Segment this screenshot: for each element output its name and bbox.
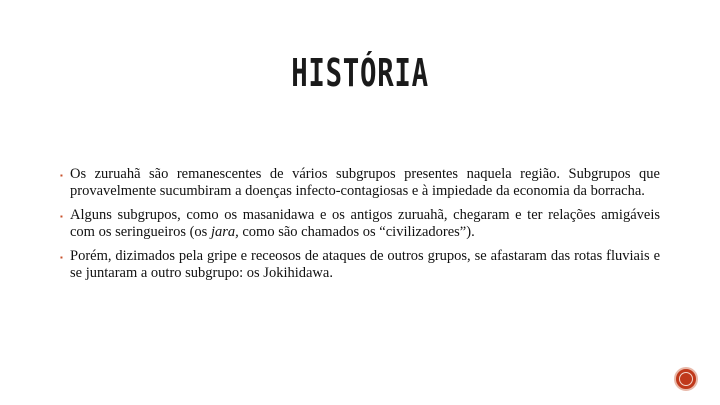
- bullet-marker-icon: ▪: [60, 253, 63, 262]
- bullet-text: Porém, dizimados pela gripe e receosos de ataques de outros grupos, se afastaram das rotas fluviais e se juntaram a outro subgrupo: os Jokihidawa.: [70, 248, 660, 281]
- bullet-text-italic: jara,: [210, 224, 239, 240]
- nav-button-ring: [679, 372, 693, 386]
- bullet-item: [60, 166, 660, 200]
- bullet-marker-icon: ▪: [60, 212, 63, 221]
- bullet-text: Os zuruahã são remanescentes de vários subgrupos presentes naquela região. Subgrupos que provavelmente sucumbiram a doenças infecto-contagiosas e à impiedade da economia da borracha.: [70, 166, 660, 199]
- slide-nav-circle-icon[interactable]: [674, 367, 698, 391]
- bullet-item: [60, 248, 660, 282]
- slide-title: HISTÓRIA: [291, 51, 429, 95]
- bullet-marker-icon: ▪: [60, 171, 63, 180]
- bullet-text: Alguns subgrupos, como os masanidawa e os antigos zuruahã, chegaram e ter relações amigáveis com os seringueiros (os: [70, 207, 660, 240]
- bullet-text: como são chamados os “civilizadores”).: [238, 224, 475, 240]
- bullet-item: [60, 207, 660, 241]
- bullet-list: [60, 166, 660, 289]
